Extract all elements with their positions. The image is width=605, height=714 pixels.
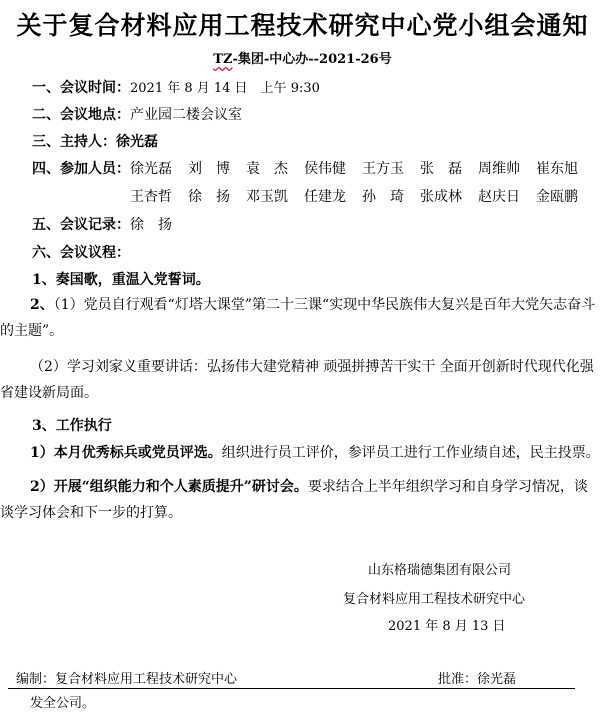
attendee-name: 徐 扬 <box>188 189 230 205</box>
meeting-time-line <box>32 77 320 97</box>
signature-org-2: 复合材料应用工程技术研究中心 <box>343 592 526 607</box>
agenda-item-3-2-title: 2）开展“组织能力和个人素质提升”研讨会。 <box>30 479 308 495</box>
agenda-item-2-text: （1）党员自行观看“灯塔大课堂”第二十三课“实现中华民族伟大复兴是百年大党矢志奋斗的主题”。 <box>0 297 596 339</box>
agenda-label: 六、会议议程： <box>32 245 130 261</box>
document-number <box>0 48 605 67</box>
footer-divider <box>8 688 575 689</box>
attendees-row-2 <box>130 186 586 206</box>
agenda-item-3-2 <box>0 474 600 526</box>
recorder-line <box>32 214 172 234</box>
meeting-host-line <box>32 131 158 151</box>
attendee-name: 刘 博 <box>188 161 230 177</box>
document-number-prefix: TZ <box>213 52 233 67</box>
meeting-place-line <box>32 104 242 124</box>
attendee-name: 金瓯鹏 <box>536 189 578 205</box>
attendee-name: 王方玉 <box>362 161 404 177</box>
attendee-name: 邓玉凯 <box>246 189 288 205</box>
meeting-time-label: 一、会议时间： <box>32 80 130 96</box>
agenda-item-3: 3、工作执行 <box>32 418 112 434</box>
attendee-name: 任建龙 <box>304 189 346 205</box>
agenda-item-3-2-text: 要求结合上半年组织学习和自身学习情况，谈谈学习体会和下一步的打算。 <box>0 479 588 521</box>
signature-date: 2021 年 8 月 13 日 <box>388 619 506 634</box>
signature-org-1: 山东格瑞德集团有限公司 <box>368 563 512 578</box>
recorder-value: 徐 扬 <box>130 217 172 233</box>
attendee-name: 张成林 <box>420 189 462 205</box>
footer-editor: 编制：复合材料应用工程技术研究中心 <box>16 672 238 687</box>
meeting-host-value: 徐光磊 <box>116 134 158 150</box>
document-number-rest: -集团-中心办--2021-26号 <box>232 52 392 67</box>
meeting-place-label: 二、会议地点： <box>32 107 130 123</box>
meeting-host-label: 三、主持人： <box>32 134 116 150</box>
attendee-name: 袁 杰 <box>246 161 288 177</box>
attendees-row-1 <box>130 158 586 178</box>
agenda-item-2 <box>0 292 600 344</box>
recorder-label: 五、会议记录： <box>32 217 130 233</box>
footer-distribution: 发全公司。 <box>30 696 96 711</box>
agenda-item-3-1-title: 1）本月优秀标兵或党员评选。 <box>30 445 222 461</box>
footer-approver: 批准：徐光磊 <box>438 672 517 687</box>
attendee-name: 赵庆日 <box>478 189 520 205</box>
agenda-item-2-sub-2: （2）学习刘家义重要讲话：弘扬伟大建党精神 顽强拼搏苦干实干 全面开创新时代现代化强省建设新局面。 <box>0 359 594 401</box>
meeting-time-value: 2021 年 8 月 14 日 上午 9:30 <box>130 81 320 96</box>
attendee-name: 张 磊 <box>420 161 462 177</box>
attendee-name: 周维帅 <box>478 161 520 177</box>
agenda-item-3-1-text: 组织进行员工评价，参评员工进行工作业绩自述，民主投票。 <box>221 445 600 461</box>
attendees-label: 四、参加人员： <box>32 161 130 177</box>
attendee-name: 王杏哲 <box>130 189 172 205</box>
attendee-name: 崔东旭 <box>536 161 578 177</box>
agenda-item-2-prefix: 2、 <box>30 297 54 313</box>
agenda-item-1: 1、奏国歌，重温入党誓词。 <box>32 272 210 288</box>
agenda-item-3-1 <box>0 440 600 466</box>
attendee-name: 徐光磊 <box>130 161 172 177</box>
attendee-name: 侯伟健 <box>304 161 346 177</box>
document-title: 关于复合材料应用工程技术研究中心党小组会通知 <box>16 11 589 40</box>
attendee-name: 孙 琦 <box>362 189 404 205</box>
meeting-place-value: 产业园二楼会议室 <box>130 107 242 123</box>
